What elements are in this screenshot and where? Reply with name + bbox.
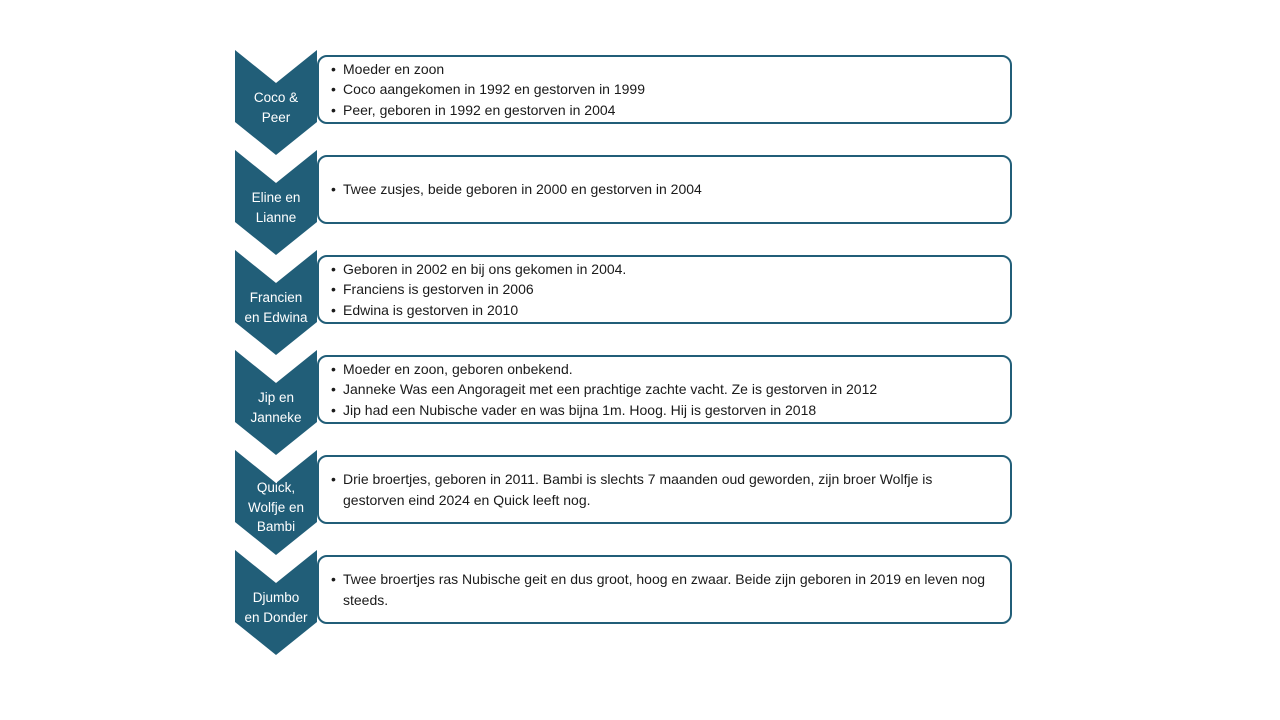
bullet-item: • Twee broertjes ras Nubische geit en dus groot, hoog en zwaar. Beide zijn geboren in 2019 en leven nog steeds. — [330, 569, 992, 610]
chevron-shape-2 — [235, 250, 317, 355]
chevron-label-line: Djumbo — [252, 590, 300, 605]
info-box-3 — [317, 355, 1012, 424]
bullet-item: • Edwina is gestorven in 2010 — [330, 300, 992, 321]
chevron-shape-1 — [235, 150, 317, 255]
bullet-list — [319, 467, 1010, 512]
chevron-label-line: Bambi — [256, 519, 296, 535]
bullet-item: • Jip had een Nubische vader en was bijna 1m. Hoog. Hij is gestorven in 2018 — [330, 400, 992, 421]
chevron-shape-0 — [235, 50, 317, 155]
chevron-label-line: Francien — [249, 290, 303, 305]
chevron-label-line: Lianne — [255, 209, 297, 225]
bullet-list — [319, 257, 1010, 323]
bullet-item: • Coco aangekomen in 1992 en gestorven in 1999 — [330, 79, 992, 100]
bullet-list — [319, 357, 1010, 423]
chevron-label-line: Jip en — [257, 390, 295, 405]
bullet-item: • Moeder en zoon — [330, 59, 992, 80]
bullet-item: • Janneke Was een Angorageit met een prachtige zachte vacht. Ze is gestorven in 2012 — [330, 379, 992, 400]
bullet-list — [319, 177, 1010, 202]
chevron-shape-4 — [235, 450, 317, 555]
bullet-item: • Peer, geboren in 1992 en gestorven in 2004 — [330, 100, 992, 121]
bullet-list — [319, 57, 1010, 123]
info-box-2 — [317, 255, 1012, 324]
chevron-label-line: Peer — [261, 109, 291, 125]
bullet-item: • Franciens is gestorven in 2006 — [330, 279, 992, 300]
chevron-shape-5 — [235, 550, 317, 655]
bullet-item: • Twee zusjes, beide geboren in 2000 en gestorven in 2004 — [330, 179, 992, 200]
info-box-4 — [317, 455, 1012, 524]
info-box-5 — [317, 555, 1012, 624]
chevron-label-line: Janneke — [250, 409, 302, 425]
chevron-label-line: Coco & — [253, 90, 299, 105]
info-box-0 — [317, 55, 1012, 124]
chevron-label-line: Eline en — [251, 190, 301, 205]
chevron-shape-3 — [235, 350, 317, 455]
bullet-list — [319, 567, 1010, 612]
bullet-item: • Drie broertjes, geboren in 2011. Bambi is slechts 7 maanden oud geworden, zijn broer Wolfje is gestorven eind 2024 en Quick leeft nog. — [330, 469, 992, 510]
bullet-item: • Moeder en zoon, geboren onbekend. — [330, 359, 992, 380]
bullet-item: • Geboren in 2002 en bij ons gekomen in 2004. — [330, 259, 992, 280]
chevron-label-line: Quick, — [256, 480, 296, 496]
chevron-label-line: Wolfje en — [247, 499, 305, 515]
chevron-label-line: en Edwina — [244, 309, 308, 325]
info-box-1 — [317, 155, 1012, 224]
chevron-label-line: en Donder — [244, 609, 308, 625]
